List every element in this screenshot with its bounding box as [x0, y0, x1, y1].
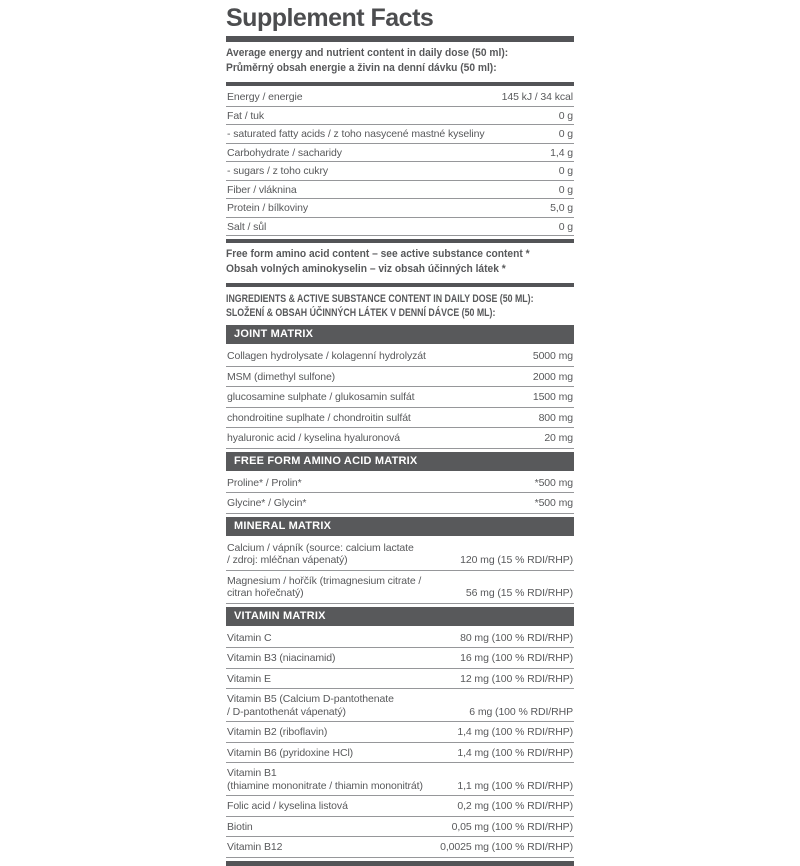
row-name	[227, 726, 327, 739]
divider-bar	[226, 82, 574, 86]
row-value: 0,2 mg (100 % RDI/RHP)	[457, 800, 573, 812]
row-value: 5,0 g	[550, 202, 573, 214]
row-name-line: hyaluronic acid / kyselina hyaluronová	[227, 432, 401, 444]
amino-note-line-2: Obsah volných aminokyselin – viz obsah účinných látek *	[226, 263, 506, 275]
table-row	[226, 837, 574, 858]
row-name-line: Biotin	[227, 820, 253, 833]
row-value: 1,4 g	[550, 146, 573, 159]
row-name-line: Vitamin E	[227, 672, 271, 685]
row-name-line: chondroitine suplhate / chondroitin sulfát	[227, 411, 411, 424]
row-name	[227, 350, 426, 363]
intro-line-1: Average energy and nutrient content in daily dose (50 ml):	[226, 47, 509, 59]
row-value: 1,4 mg (100 % RDI/RHP)	[457, 726, 573, 738]
ingredient-section	[226, 607, 574, 858]
row-name-line: glucosamine sulphate / glukosamin sulfát	[227, 391, 415, 403]
row-name	[227, 673, 271, 686]
row-value: 2000 mg	[532, 370, 573, 383]
amino-note-line-1: Free form amino acid content – see active substance content *	[226, 248, 530, 260]
section-header: FREE FORM AMINO ACID MATRIX	[226, 452, 574, 471]
table-row	[226, 689, 574, 722]
table-row	[226, 88, 574, 107]
row-name-line: Salt / sůl	[227, 220, 267, 233]
row-name	[227, 477, 302, 490]
row-value: 80 mg (100 % RDI/RHP)	[460, 631, 573, 644]
row-name	[227, 165, 328, 178]
row-name	[227, 542, 414, 567]
table-row	[226, 162, 574, 181]
row-name	[227, 767, 423, 792]
ingredient-section	[226, 517, 574, 604]
row-value: 20 mg	[544, 432, 573, 444]
ingredient-sections	[226, 325, 574, 858]
row-name-line: Collagen hydrolysate / kolagenní hydrolyzát	[227, 350, 426, 362]
table-row	[226, 493, 574, 514]
row-name-line: Glycine* / Glycin*	[227, 497, 307, 509]
table-row	[226, 199, 574, 218]
row-value: 800 mg	[538, 411, 573, 424]
row-name-line: (thiamine mononitrate / thiamin mononitrát)	[227, 779, 423, 792]
row-name	[227, 575, 421, 600]
table-row	[226, 571, 574, 604]
row-name	[227, 412, 411, 425]
ingredients-heading-line-1: INGREDIENTS & ACTIVE SUBSTANCE CONTENT IN DAILY DOSE (50 ML):	[226, 293, 534, 305]
table-row	[226, 648, 574, 669]
row-name-line: Magnesium / hořčík (trimagnesium citrate /	[227, 574, 422, 587]
row-value: 1,1 mg (100 % RDI/RHP)	[457, 779, 573, 792]
row-value: *500 mg	[534, 497, 573, 509]
ingredient-section	[226, 325, 574, 449]
row-name-line: Energy / energie	[227, 91, 303, 103]
row-name-line: - sugars / z toho cukry	[227, 165, 328, 177]
table-row	[226, 144, 574, 163]
row-value: 6 mg (100 % RDI/RHP	[469, 705, 573, 718]
table-row	[226, 473, 574, 494]
table-row	[226, 387, 574, 408]
row-name	[227, 632, 271, 645]
row-value: 5000 mg	[532, 350, 573, 362]
row-name	[227, 110, 264, 123]
row-value: 0 g	[558, 128, 573, 140]
row-name	[227, 184, 297, 197]
section-header: MINERAL MATRIX	[226, 517, 574, 536]
row-value: 0,0025 mg (100 % RDI/RHP)	[440, 841, 573, 853]
table-row	[226, 125, 574, 144]
row-name-line: Vitamin B5 (Calcium D-pantothenate	[227, 693, 394, 705]
table-row	[226, 538, 574, 571]
ingredients-heading	[226, 287, 574, 322]
row-name	[227, 221, 266, 234]
row-name-line: Vitamin B1	[227, 767, 277, 779]
table-row	[226, 107, 574, 126]
row-name	[227, 202, 308, 215]
nutrition-table	[226, 88, 574, 236]
row-value: 120 mg (15 % RDI/RHP)	[460, 554, 573, 566]
row-value: 145 kJ / 34 kcal	[501, 91, 573, 103]
table-row	[226, 763, 574, 796]
row-value: 0 g	[558, 183, 573, 196]
row-name-line: / zdroj: mléčnan vápenatý)	[227, 554, 348, 566]
row-name-line: Vitamin B12	[227, 841, 283, 853]
row-value: 0 g	[558, 165, 573, 177]
row-value: 56 mg (15 % RDI/RHP)	[465, 587, 573, 599]
row-value: 12 mg (100 % RDI/RHP)	[460, 672, 573, 685]
table-row	[226, 743, 574, 764]
row-name-line: Fat / tuk	[227, 109, 265, 122]
table-row	[226, 796, 574, 817]
row-value: *500 mg	[534, 476, 573, 489]
row-name	[227, 693, 394, 718]
row-name-line: - saturated fatty acids / z toho nasycené mastné kyseliny	[227, 128, 485, 140]
row-name	[227, 128, 485, 141]
amino-note	[226, 243, 574, 280]
intro-note	[226, 42, 574, 79]
section-header: JOINT MATRIX	[226, 325, 574, 344]
table-row	[226, 218, 574, 237]
table-row	[226, 669, 574, 690]
bottom-divider-bar	[226, 861, 574, 866]
row-value: 16 mg (100 % RDI/RHP)	[460, 652, 573, 664]
row-name-line: Vitamin B3 (niacinamid)	[227, 652, 336, 664]
table-row	[226, 346, 574, 367]
row-name	[227, 147, 342, 160]
row-value: 0 g	[558, 220, 573, 233]
section-header: VITAMIN MATRIX	[226, 607, 574, 626]
row-name	[227, 432, 400, 445]
row-value: 1,4 mg (100 % RDI/RHP)	[457, 746, 573, 759]
row-name	[227, 747, 353, 760]
row-name-line: Carbohydrate / sacharidy	[227, 146, 342, 159]
supplement-facts-panel	[226, 0, 574, 866]
ingredient-section	[226, 452, 574, 514]
row-name	[227, 652, 335, 665]
table-row	[226, 722, 574, 743]
row-name-line: Vitamin B6 (pyridoxine HCl)	[227, 746, 354, 759]
row-name	[227, 821, 253, 834]
row-name	[227, 371, 335, 384]
table-row	[226, 181, 574, 200]
row-name-line: citran hořečnatý)	[227, 587, 304, 599]
table-row	[226, 408, 574, 429]
row-name-line: Calcium / vápník (source: calcium lactate	[227, 541, 414, 554]
row-name-line: / D-pantothenát vápenatý)	[227, 705, 346, 718]
table-row	[226, 428, 574, 449]
row-name-line: Fiber / vláknina	[227, 183, 297, 196]
row-value: 1500 mg	[532, 391, 573, 403]
row-name	[227, 497, 306, 510]
table-row	[226, 628, 574, 649]
table-row	[226, 367, 574, 388]
intro-line-2: Průměrný obsah energie a živin na denní dávku (50 ml):	[226, 62, 497, 74]
row-name-line: Folic acid / kyselina listová	[227, 800, 348, 812]
row-name-line: Protein / bílkoviny	[227, 202, 308, 214]
row-name	[227, 841, 282, 854]
row-name-line: Vitamin B2 (riboflavin)	[227, 726, 328, 738]
page-title: Supplement Facts	[226, 4, 434, 32]
row-name-line: Proline* / Prolin*	[227, 476, 302, 489]
row-value: 0,05 mg (100 % RDI/RHP)	[451, 820, 573, 833]
row-name	[227, 800, 348, 813]
row-name-line: Vitamin C	[227, 631, 272, 644]
row-name	[227, 91, 302, 104]
ingredients-heading-line-2: SLOŽENÍ & OBSAH ÚČINNÝCH LÁTEK V DENNÍ DÁVCE (50 ML):	[226, 307, 496, 319]
row-value: 0 g	[558, 109, 573, 122]
row-name-line: MSM (dimethyl sulfone)	[227, 370, 336, 383]
row-name	[227, 391, 414, 404]
table-row	[226, 817, 574, 838]
